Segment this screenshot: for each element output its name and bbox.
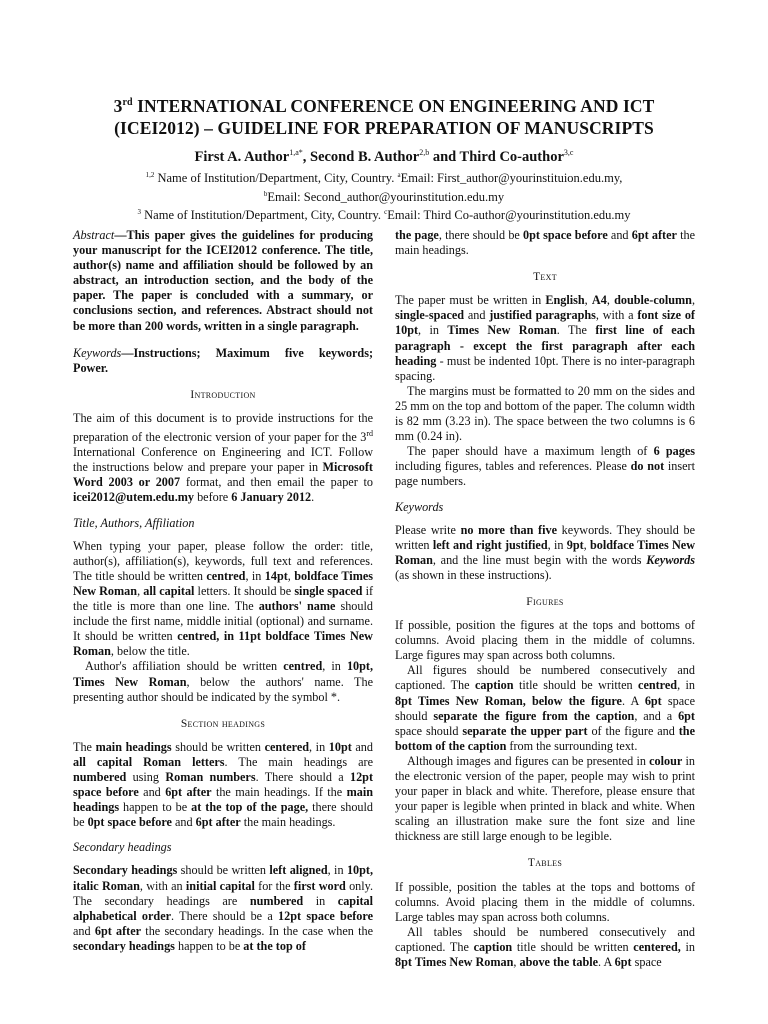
text-run: , below the authors' name. The presenting author should be indicated by the symbol *. bbox=[73, 674, 373, 704]
text-run: , bbox=[584, 293, 592, 308]
text-run: the page bbox=[395, 228, 439, 242]
text-run: if the title is more than one line. The bbox=[73, 583, 374, 614]
title-line-1: INTERNATIONAL CONFERENCE ON ENGINEERING AND ICT bbox=[132, 95, 655, 116]
text-run: authors' name bbox=[258, 599, 336, 614]
text-run: . There should be a bbox=[171, 908, 279, 923]
text-run: , bbox=[513, 955, 520, 970]
text-run: 9pt bbox=[566, 537, 584, 552]
title-authors-paragraph-2 bbox=[73, 659, 373, 704]
text-run: Roman numbers bbox=[165, 769, 256, 784]
heading-figures: Figures bbox=[526, 595, 564, 608]
abstract-text: —This paper gives the guidelines for producing your manuscript for the ICEI2012 conference. The title, author(s) name and affiliation should be followed by an abstract, an introduction section, and the body of the paper. The paper is concluded with a summary, or conclusions section, and references. Abstract should not be more than 200 words, written in a single paragraph. bbox=[73, 228, 373, 333]
text-run: should be written bbox=[171, 739, 265, 754]
text-run: 6pt bbox=[614, 955, 632, 970]
text-run: at the top of bbox=[243, 938, 306, 953]
email-2: Email: Second_author@yourinstitution.edu.my bbox=[267, 189, 505, 204]
heading-tables: Tables bbox=[527, 857, 563, 870]
text-run: secondary headings bbox=[73, 938, 175, 953]
text-run: left aligned bbox=[269, 863, 328, 878]
text-run: 8pt Times New Roman bbox=[395, 955, 514, 970]
text-run: keywords. They should be written bbox=[395, 522, 696, 552]
text-run: When typing your paper, please follow the order: title, author(s), affiliation(s), keywords, full text and references. The title should be written bbox=[73, 538, 373, 583]
figures-paragraph-1: If possible, position the figures at the tops and bottoms of columns. Avoid placing them in the middle of columns. Large figures may span across both columns. bbox=[395, 618, 695, 663]
text-run: boldface Times New Roman bbox=[395, 537, 695, 567]
text-run: in bbox=[680, 939, 695, 954]
text-run: and bbox=[138, 785, 166, 800]
text-run: for the bbox=[254, 878, 294, 893]
text-run: centred bbox=[206, 568, 246, 583]
text-run: title should be written bbox=[513, 678, 639, 693]
text-run: insert page numbers. bbox=[395, 459, 695, 489]
text-run: and bbox=[171, 815, 196, 830]
text-run: centered, bbox=[633, 939, 681, 954]
left-column bbox=[73, 228, 373, 954]
text-run: font size of 10pt bbox=[395, 308, 695, 338]
text-run: 6pt bbox=[678, 708, 695, 723]
text-run: , in bbox=[327, 863, 347, 878]
text-run: centred, in 11pt boldface Times New Roman bbox=[73, 629, 373, 659]
text-run: colour bbox=[649, 753, 683, 768]
text-run: , with an bbox=[139, 878, 186, 893]
text-run: using bbox=[126, 769, 166, 784]
author-3: and Third Co-author bbox=[429, 148, 564, 165]
keywords-paragraph bbox=[395, 523, 695, 583]
text-run: space bbox=[631, 955, 662, 970]
text-run: space should bbox=[395, 693, 695, 723]
intro-text-1: The aim of this document is to provide instructions for the preparation of the electronic version of your paper for the 3 bbox=[73, 410, 373, 445]
text-paragraph-2: The margins must be formatted to 20 mm on the sides and 25 mm on the top and bottom of the paper. The column width is 82 mm (3.23 in). The space between the two columns is 6 mm (0.24 in). bbox=[395, 383, 696, 444]
text-run: there should be bbox=[73, 800, 373, 830]
text-run: 6pt after bbox=[631, 228, 677, 242]
text-run: 12pt space before bbox=[73, 769, 374, 800]
text-run: Keywords bbox=[646, 552, 695, 567]
text-run: single-spaced bbox=[395, 308, 465, 323]
text-run: , bbox=[287, 568, 295, 583]
affiliation-3 bbox=[40, 205, 728, 224]
text-run: the secondary headings. In the case when the bbox=[141, 923, 373, 938]
heading-section-headings: Section headings bbox=[180, 717, 266, 730]
text-run: Times New Roman bbox=[447, 323, 557, 338]
text-run: 0pt space before bbox=[87, 815, 172, 830]
text-run: happen to be bbox=[119, 800, 192, 815]
email-1-sup: a bbox=[397, 171, 401, 179]
heading-keywords: Keywords bbox=[395, 499, 444, 514]
affiliations bbox=[40, 168, 728, 224]
text-run: centred bbox=[283, 659, 323, 674]
text-run: Please write bbox=[395, 522, 461, 537]
text-run: first line of each paragraph - except the first paragraph after each heading bbox=[395, 323, 695, 368]
text-run: Although images and figures can be presented in bbox=[407, 753, 650, 768]
email-3: Email: Third Co-author@yourinstitution.edu.my bbox=[387, 208, 631, 223]
text-run: Author's affiliation should be written bbox=[85, 659, 284, 674]
text-run: 0pt space before bbox=[523, 228, 608, 242]
text-run: 12pt space before bbox=[278, 908, 373, 923]
intro-bold-1: Microsoft Word 2003 or 2007 bbox=[73, 460, 373, 490]
introduction-paragraph bbox=[73, 411, 373, 506]
figures-paragraph-2 bbox=[395, 663, 695, 754]
heading-introduction: Introduction bbox=[190, 388, 256, 401]
email-1: Email: First_author@yourinstituion.edu.my, bbox=[400, 171, 623, 186]
text-run: the main headings. bbox=[395, 228, 695, 258]
text-run: , and a bbox=[634, 708, 679, 723]
text-run: 6 pages bbox=[653, 444, 695, 459]
text-run: , in bbox=[677, 678, 696, 693]
text-run: should include the first name, middle initial (optional) and surname. It should be written bbox=[73, 599, 373, 644]
text-run: . The bbox=[556, 323, 596, 338]
text-paragraph-1 bbox=[395, 293, 695, 384]
text-run: 10pt, Times New Roman bbox=[73, 659, 374, 689]
text-run: above the table bbox=[519, 955, 599, 970]
affiliation-3-sup: 3 bbox=[137, 208, 142, 217]
intro-text-3: format, and then email the paper to bbox=[180, 475, 373, 490]
text-run: 10pt bbox=[328, 739, 352, 754]
text-run: 10pt, italic Roman bbox=[73, 863, 374, 893]
text-run: , and the line must begin with the words bbox=[432, 552, 647, 567]
text-run: the bottom of the caption bbox=[395, 723, 695, 753]
heading-text: Text bbox=[533, 271, 557, 284]
keywords-line bbox=[73, 346, 373, 376]
text-run: in bbox=[303, 893, 338, 908]
text-run: A4 bbox=[591, 293, 607, 308]
text-run: all capital bbox=[143, 583, 195, 598]
section-headings-paragraph bbox=[73, 740, 373, 831]
text-run: numbered bbox=[249, 893, 304, 908]
text-run: 6pt after bbox=[195, 815, 241, 830]
text-run: . There should a bbox=[255, 769, 350, 784]
intro-text-2: International Conference on Engineering and ICT. Follow the instructions below and prepare your paper in bbox=[73, 445, 373, 475]
text-run: All tables should be numbered consecutively and captioned. The bbox=[395, 924, 695, 954]
text-run: numbered bbox=[73, 769, 127, 784]
text-run: , there should be bbox=[438, 228, 524, 242]
text-run: all capital Roman letters bbox=[73, 754, 225, 769]
text-run: space should bbox=[395, 723, 463, 738]
title-ordinal-sup: rd bbox=[122, 97, 133, 108]
abstract-label: Abstract bbox=[73, 228, 115, 242]
author-3-sup: 3,c bbox=[563, 148, 574, 157]
text-run: and bbox=[607, 228, 632, 242]
text-run: All figures should be numbered consecutively and captioned. The bbox=[395, 663, 695, 693]
text-run: from the surrounding text. bbox=[506, 738, 638, 753]
text-run: centered bbox=[264, 739, 310, 754]
tables-paragraph-1: If possible, position the tables at the tops and bottoms of columns. Avoid placing them in the middle of columns. Large tables may span across both columns. bbox=[395, 879, 695, 924]
text-run: The paper should have a maximum length of bbox=[407, 444, 654, 459]
text-run: English bbox=[545, 293, 585, 308]
keywords-text: —Instructions; Maximum five keywords; Power. bbox=[73, 345, 373, 375]
affiliation-3-text: Name of Institution/Department, City, Country. bbox=[141, 208, 385, 223]
affiliation-1-sup: 1,2 bbox=[145, 171, 155, 179]
text-run: double-column bbox=[614, 293, 692, 308]
text-run: the main headings. If the bbox=[211, 785, 347, 800]
author-2: , Second B. Author bbox=[302, 148, 420, 165]
text-run: The paper must be written in bbox=[395, 293, 546, 308]
text-run: The bbox=[73, 739, 96, 754]
affiliation-1-text: Name of Institution/Department, City, Country. bbox=[154, 171, 398, 186]
keywords-label: Keywords bbox=[73, 345, 122, 360]
text-run: separate the upper part bbox=[462, 723, 588, 738]
affiliation-2 bbox=[40, 187, 728, 206]
text-run: at the top of the page, bbox=[191, 800, 309, 815]
text-run: . A bbox=[598, 955, 615, 970]
text-run: , in bbox=[418, 323, 448, 338]
intro-text-4: before bbox=[194, 490, 232, 505]
text-run: , below the title. bbox=[110, 644, 190, 659]
intro-text-5: . bbox=[311, 490, 315, 505]
text-run: , bbox=[137, 583, 144, 598]
text-paragraph-3 bbox=[395, 444, 695, 489]
intro-sup: rd bbox=[366, 429, 373, 439]
tables-paragraph-2 bbox=[395, 925, 695, 970]
text-run: Secondary headings bbox=[73, 863, 178, 878]
text-run: left and right justified bbox=[432, 537, 548, 552]
text-run: 6pt after bbox=[94, 923, 142, 938]
text-run: capital alphabetical order bbox=[73, 893, 373, 923]
text-run: single spaced bbox=[294, 583, 363, 598]
text-run: and bbox=[351, 739, 373, 754]
text-run: 14pt bbox=[264, 568, 288, 583]
text-run: 6pt after bbox=[165, 785, 212, 800]
text-run: should be written bbox=[177, 863, 270, 878]
paper-title bbox=[40, 92, 728, 139]
text-run: of the figure and bbox=[587, 723, 679, 738]
text-run: including figures, tables and references. Please bbox=[395, 459, 631, 474]
text-run: justified paragraphs bbox=[489, 308, 596, 323]
text-run: , bbox=[583, 537, 591, 552]
text-run: , in bbox=[322, 659, 347, 674]
text-run: do not bbox=[630, 459, 665, 474]
text-run: , bbox=[691, 293, 696, 308]
title-ordinal: 3 bbox=[113, 95, 123, 116]
text-run: . A bbox=[621, 693, 645, 708]
text-run: centred bbox=[638, 678, 678, 693]
abstract bbox=[73, 228, 373, 334]
continuation-paragraph bbox=[395, 228, 695, 258]
text-run: . The main headings are bbox=[224, 754, 373, 769]
intro-email: icei2012@utem.edu.my bbox=[73, 490, 195, 505]
text-run: no more than five bbox=[460, 522, 557, 537]
text-run: title should be written bbox=[512, 939, 634, 954]
text-run: initial capital bbox=[185, 878, 255, 893]
email-3-sup: c bbox=[384, 208, 388, 217]
text-run: - must be indented 10pt. There is no inter-paragraph spacing. bbox=[395, 353, 695, 383]
right-column bbox=[395, 228, 695, 970]
text-run: the main headings. bbox=[240, 815, 336, 830]
text-run: first word bbox=[293, 878, 346, 893]
text-run: main headings bbox=[95, 739, 172, 754]
text-run: 6pt bbox=[644, 693, 662, 708]
text-run: caption bbox=[473, 939, 513, 954]
text-run: 8pt Times New Roman, below the figure bbox=[395, 693, 622, 708]
text-run: and bbox=[73, 923, 95, 938]
secondary-headings-paragraph bbox=[73, 863, 373, 954]
text-run: , with a bbox=[595, 308, 638, 323]
author-1: First A. Author bbox=[194, 148, 290, 165]
text-run: separate the figure from the caption bbox=[433, 708, 635, 723]
text-run: , bbox=[606, 293, 615, 308]
author-1-sup: 1,a* bbox=[289, 148, 303, 157]
figures-paragraph-3 bbox=[395, 754, 695, 845]
text-run: , in bbox=[245, 568, 265, 583]
title-authors-paragraph-1 bbox=[73, 539, 373, 660]
text-run: letters. It should be bbox=[194, 583, 295, 598]
intro-deadline: 6 January 2012 bbox=[231, 490, 312, 505]
author-list bbox=[40, 148, 728, 166]
heading-secondary-headings: Secondary headings bbox=[73, 840, 172, 855]
title-line-2: (ICEI2012) – GUIDELINE FOR PREPARATION OF MANUSCRIPTS bbox=[114, 117, 654, 138]
text-run: happen to be bbox=[174, 938, 244, 953]
heading-title-authors: Title, Authors, Affiliation bbox=[73, 515, 195, 530]
author-2-sup: 2,b bbox=[419, 148, 430, 157]
text-run: boldface Times New Roman bbox=[73, 568, 373, 598]
text-run: (as shown in these instructions). bbox=[395, 567, 552, 582]
text-run: , in bbox=[309, 739, 329, 754]
text-run: and bbox=[464, 308, 490, 323]
text-run: only. The secondary headings are bbox=[73, 878, 373, 908]
text-run: main headings bbox=[73, 785, 373, 815]
text-run: caption bbox=[474, 678, 514, 693]
email-2-sup: b bbox=[263, 189, 268, 198]
text-run: , in bbox=[547, 537, 567, 552]
affiliation-1 bbox=[40, 168, 728, 187]
text-run: in the electronic version of the paper, people may wish to print your paper in black and white. Therefore, please ensure that your paper is legible when printed in black and white. When scaling an illustration make sure the font size and line thickness are still large enough to be legible. bbox=[395, 753, 695, 844]
